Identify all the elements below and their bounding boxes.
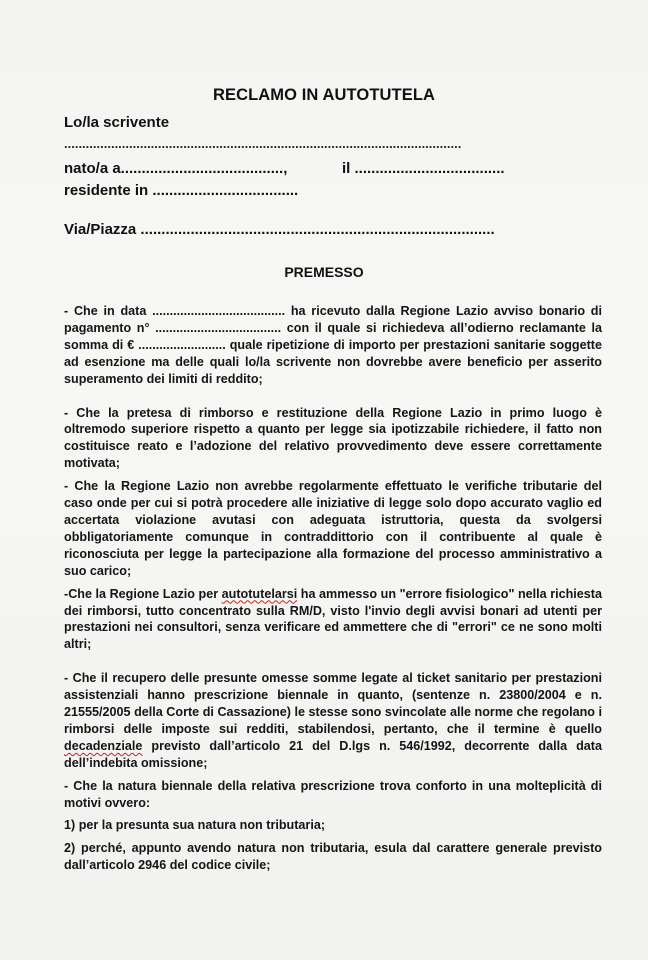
paragraph-6: - Che la natura biennale della relativa prescrizione trova conforto in una molteplicità di motivi ovvero: bbox=[64, 778, 602, 810]
via-piazza-label: Via/Piazza ..................................................................................... bbox=[64, 221, 495, 238]
spellcheck-marked-word: autotutelarsi bbox=[221, 586, 298, 601]
nato-label: nato/a a......................................., bbox=[64, 160, 288, 177]
il-label: il .................................... bbox=[342, 160, 505, 177]
paragraph-4: -Che la Regione Lazio per autotutelarsi ha ammesso un "errore fisiologico" nella richiesta dei rimborsi, tutto concentrato sulla RM/D, visto l'invio degli avvisi bonari ad utenti per prestazioni nei consultori, senza verificare ed ammettere che di "errori" ce ne sono molti altri; bbox=[64, 586, 603, 652]
paragraph-5: - Che il recupero delle presunte omesse somme legate al ticket sanitario per prestazioni assistenziali hanno prescrizione biennale in quanto, (sentenze n. 23800/2004 e n. 21555/2005 della Corte di Cassazione) le stesse sono svincolate alle norme che regolano i rimborsi delle imposte sui redditi, stabilendosi, pertanto, che il termine è quello decadenziale previsto dall’articolo 21 del D.lgs n. 546/1992, decorrente dalla data dell’indebita omissione; bbox=[64, 671, 602, 770]
spellcheck-marked-word: decadenziale bbox=[64, 738, 143, 753]
section-title: PREMESSO bbox=[284, 264, 364, 280]
paragraph-1: - Che in data ...................................... ha ricevuto dalla Regione Lazio avviso bonario di pagamento n° .................................... con il quale si richiedeva all’odierno reclamante la somma di € ......................... quale ripetizione di importo per prestazioni sanitarie soggette ad esenzione ma delle quali lo/la scrivente non dovrebbe avere beneficio per asserito superamento dei limiti di reddito; bbox=[64, 304, 602, 386]
paragraph-3: - Che la Regione Lazio non avrebbe regolarmente effettuato le verifiche tributarie del caso onde per cui si potrà procedere alle iniziative di legge solo dopo accurato vaglio ed accertata violazione avutasi con adeguata istruttoria, questa da svolgersi obbligatoriamente comunque in contraddittorio con il contribuente al quale è riconosciuta per legge la partecipazione alla formazione del processo amministrativo a suo carico; bbox=[64, 479, 602, 578]
document-body bbox=[64, 303, 602, 874]
paragraph-8: 2) perché, appunto avendo natura non tributaria, esula dal carattere generale previsto dall’articolo 2946 del codice civile; bbox=[64, 841, 602, 873]
scrivente-label: Lo/la scrivente bbox=[64, 114, 170, 131]
residente-label: residente in ................................... bbox=[64, 182, 299, 199]
document-title: RECLAMO IN AUTOTUTELA bbox=[212, 86, 436, 104]
paragraph-2: - Che la pretesa di rimborso e restituzione della Regione Lazio in primo luogo è oltremodo superiore rispetto a quanto per legge sia ipotizzabile richiedere, il fatto non costituisce reato e l’adozione del relativo provvedimento deve essere correttamente motivata; bbox=[64, 405, 602, 471]
paragraph-7: 1) per la presunta sua natura non tributaria; bbox=[64, 818, 326, 833]
scrivente-dotted-line: .............................................................................................................. bbox=[64, 136, 462, 151]
